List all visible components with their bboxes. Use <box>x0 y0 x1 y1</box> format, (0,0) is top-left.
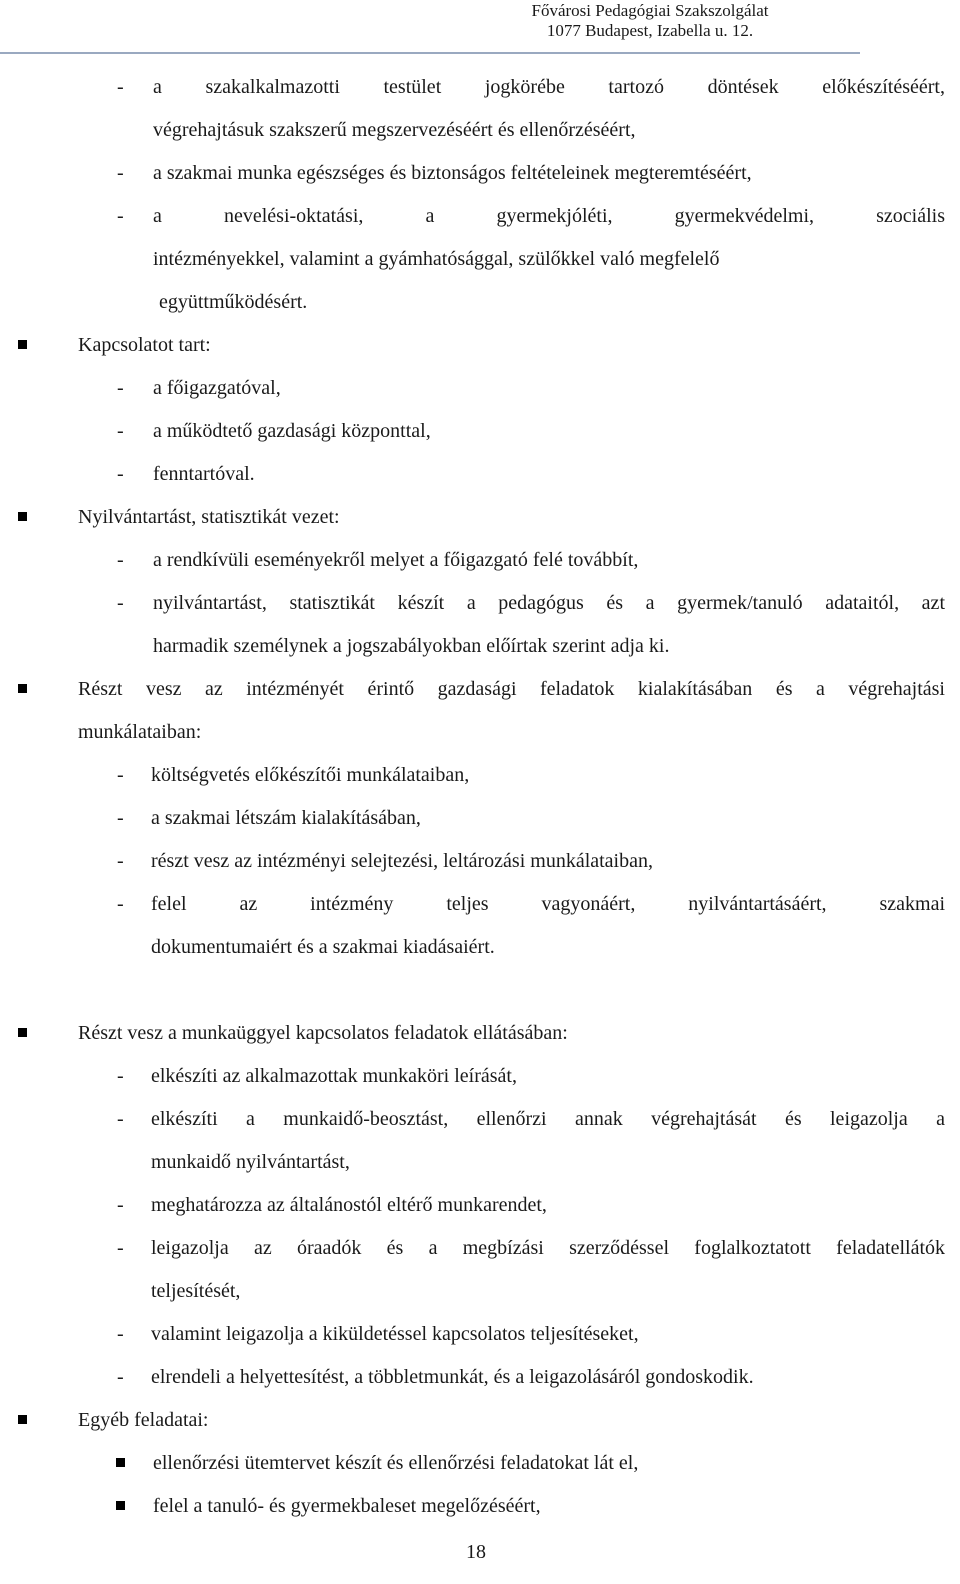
bullet-line <box>0 1012 960 1055</box>
continuation-line <box>0 1141 960 1184</box>
continuation-line <box>0 625 960 668</box>
page-number: 18 <box>466 1541 486 1563</box>
dash-marker: - <box>117 807 124 829</box>
bullet-line <box>0 1442 960 1485</box>
line-text: dokumentumaiért és a szakmai kiadásaiért. <box>151 936 495 958</box>
line-text: munkaidő nyilvántartást, <box>151 1151 350 1173</box>
line-text: ellenőrzési ütemtervet készít és ellenőrzési feladatokat lát el, <box>153 1452 639 1474</box>
line-text: teljesítését, <box>151 1280 241 1302</box>
line-text: elrendeli a helyettesítést, a többletmunkát, és a leigazolásáról gondoskodik. <box>151 1366 754 1388</box>
dash-list-item <box>0 1055 960 1098</box>
bullet-line <box>0 711 960 754</box>
blank-line <box>0 969 960 1012</box>
line-text: munkálataiban: <box>78 721 202 743</box>
dash-marker: - <box>117 850 124 872</box>
dash-list-item <box>0 1184 960 1227</box>
header-organization: Fővárosi Pedagógiai Szakszolgálat <box>531 1 769 20</box>
dash-list-item <box>0 453 960 496</box>
line-text: a rendkívüli eseményekről melyet a főigazgató felé továbbít, <box>153 549 639 571</box>
dash-marker: - <box>117 463 124 485</box>
dash-marker: - <box>117 764 124 786</box>
dash-list-item <box>0 1227 960 1270</box>
dash-list-item <box>0 1356 960 1399</box>
line-text: felel a tanuló- és gyermekbaleset megelőzéséért, <box>153 1495 541 1517</box>
square-bullet-icon <box>18 340 27 349</box>
continuation-line <box>0 1270 960 1313</box>
dash-marker: - <box>117 76 124 98</box>
dash-marker: - <box>117 377 124 399</box>
line-text: együttműködésért. <box>159 291 308 313</box>
bullet-line <box>0 668 960 711</box>
dash-list-item <box>0 797 960 840</box>
dash-list-item <box>0 1313 960 1356</box>
square-bullet-icon <box>18 1415 27 1424</box>
line-text: intézményekkel, valamint a gyámhatósággal, szülőkkel való megfelelő <box>153 248 720 270</box>
dash-list-item <box>0 66 960 109</box>
dash-list-item <box>0 582 960 625</box>
line-text: harmadik személynek a jogszabályokban előírtak szerint adja ki. <box>153 635 670 657</box>
page-header <box>440 0 860 41</box>
header-address: 1077 Budapest, Izabella u. 12. <box>546 21 754 40</box>
square-bullet-icon <box>116 1458 125 1467</box>
line-text: nyilvántartást, statisztikát készít a pedagógus és a gyermek/tanuló adataitól, azt <box>153 592 945 614</box>
square-bullet-icon <box>18 684 27 693</box>
continuation-line <box>0 926 960 969</box>
dash-marker: - <box>117 205 124 227</box>
line-text: Részt vesz az intézményét érintő gazdasági feladatok kialakításában és a végrehajtási <box>78 678 945 700</box>
line-text: leigazolja az óraadók és a megbízási szerződéssel foglalkoztatott feladatellátók <box>151 1237 945 1259</box>
line-text: a szakmai munka egészséges és biztonságos feltételeinek megteremtéséért, <box>153 162 752 184</box>
dash-marker: - <box>117 549 124 571</box>
dash-marker: - <box>117 1065 124 1087</box>
dash-marker: - <box>117 592 124 614</box>
line-text: a főigazgatóval, <box>153 377 281 399</box>
dash-marker: - <box>117 1323 124 1345</box>
continuation-line <box>0 109 960 152</box>
line-text: Egyéb feladatai: <box>78 1409 209 1431</box>
square-bullet-icon <box>116 1501 125 1510</box>
line-text: költségvetés előkészítői munkálataiban, <box>151 764 470 786</box>
line-text: végrehajtásuk szakszerű megszervezéséért és ellenőrzéséért, <box>153 119 636 141</box>
dash-list-item <box>0 883 960 926</box>
square-bullet-icon <box>18 1028 27 1037</box>
dash-list-item <box>0 539 960 582</box>
line-text: elkészíti a munkaidő-beosztást, ellenőrzi annak végrehajtását és leigazolja a <box>151 1108 945 1130</box>
document-body <box>0 66 960 1528</box>
line-text: meghatározza az általánostól eltérő munkarendet, <box>151 1194 547 1216</box>
dash-list-item <box>0 410 960 453</box>
dash-marker: - <box>117 162 124 184</box>
line-text: valamint leigazolja a kiküldetéssel kapcsolatos teljesítéseket, <box>151 1323 639 1345</box>
dash-list-item <box>0 152 960 195</box>
bullet-line <box>0 324 960 367</box>
line-text: részt vesz az intézményi selejtezési, leltározási munkálataiban, <box>151 850 653 872</box>
dash-list-item <box>0 195 960 238</box>
dash-marker: - <box>117 1366 124 1388</box>
line-text: elkészíti az alkalmazottak munkaköri leírását, <box>151 1065 517 1087</box>
bullet-line <box>0 496 960 539</box>
continuation-line <box>0 281 960 324</box>
line-text: a működtető gazdasági központtal, <box>153 420 431 442</box>
line-text: Nyilvántartást, statisztikát vezet: <box>78 506 340 528</box>
bullet-line <box>0 1399 960 1442</box>
dash-list-item <box>0 754 960 797</box>
dash-list-item <box>0 840 960 883</box>
line-text: Részt vesz a munkaüggyel kapcsolatos feladatok ellátásában: <box>78 1022 568 1044</box>
line-text: fenntartóval. <box>153 463 255 485</box>
line-text: a nevelési-oktatási, a gyermekjóléti, gyermekvédelmi, szociális <box>153 205 945 227</box>
line-text: felel az intézmény teljes vagyonáért, nyilvántartásáért, szakmai <box>151 893 945 915</box>
line-text: a szakalkalmazotti testület jogkörébe tartozó döntések előkészítéséért, <box>153 76 945 98</box>
header-divider <box>0 52 860 54</box>
dash-marker: - <box>117 1194 124 1216</box>
line-text: a szakmai létszám kialakításában, <box>151 807 421 829</box>
dash-marker: - <box>117 420 124 442</box>
dash-marker: - <box>117 893 124 915</box>
dash-list-item <box>0 367 960 410</box>
bullet-line <box>0 1485 960 1528</box>
dash-marker: - <box>117 1108 124 1130</box>
dash-list-item <box>0 1098 960 1141</box>
square-bullet-icon <box>18 512 27 521</box>
dash-marker: - <box>117 1237 124 1259</box>
continuation-line <box>0 238 960 281</box>
line-text: Kapcsolatot tart: <box>78 334 211 356</box>
